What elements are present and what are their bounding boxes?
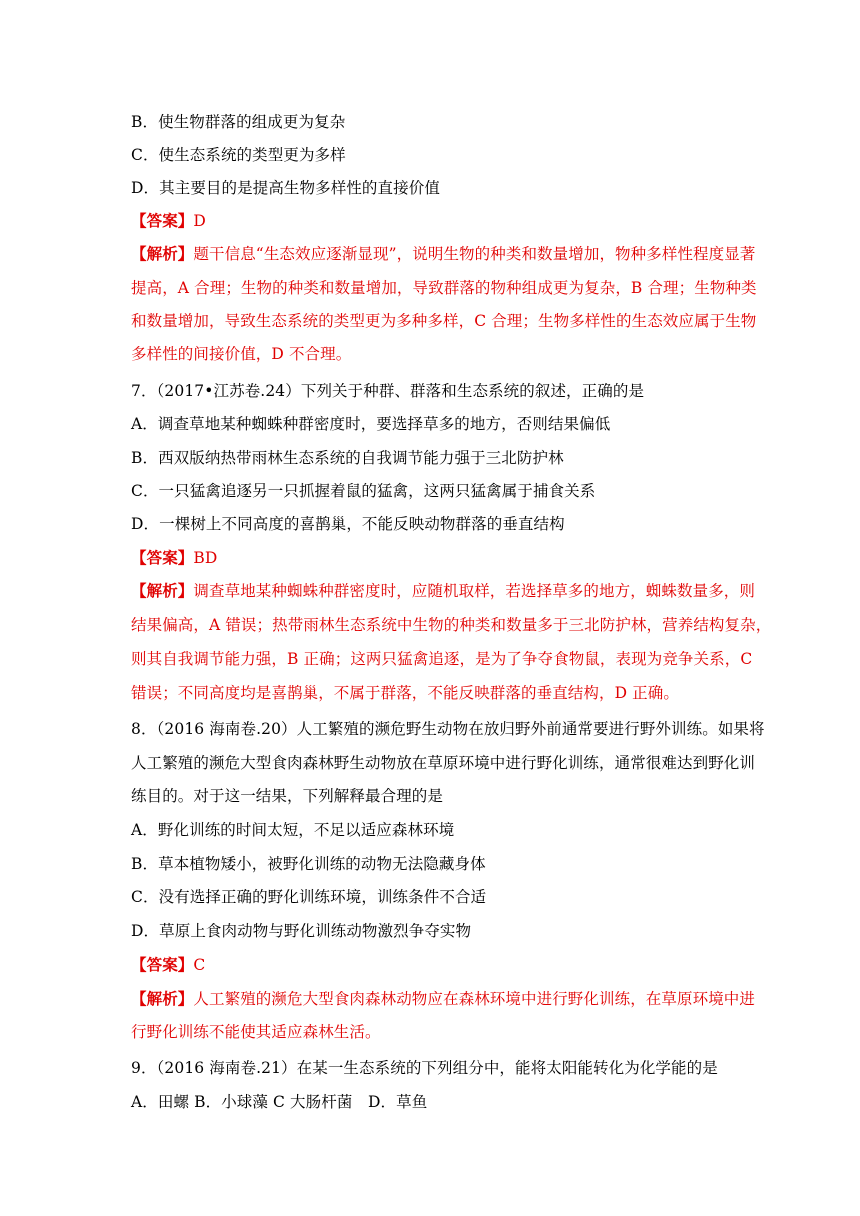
analysis-text: 调查草地某种蜘蛛种群密度时，应随机取样，若选择草多的地方，蜘蛛数量多，则 [193, 582, 756, 600]
q7-option-a: A．调查草地某种蜘蛛种群密度时，要选择草多的地方，否则结果偏低 [131, 415, 611, 433]
q6-option-c: C．使生态系统的类型更为多样 [131, 146, 346, 164]
q7-analysis-line-1 [131, 581, 755, 601]
answer-value: BD [193, 549, 218, 567]
q8-analysis-line-1 [131, 989, 755, 1009]
answer-tag: 【答案】 [131, 955, 194, 974]
q7-analysis-line-3: 则其自我调节能力强，B 正确；这两只猛禽追逐，是为了争夺食物鼠，表现为竞争关系，C [131, 650, 753, 668]
analysis-text: 题干信息“生态效应逐渐显现”，说明生物的种类和数量增加，物种多样性程度显著 [193, 245, 756, 263]
q6-analysis-line-4: 多样性的间接价值，D 不合理。 [131, 345, 352, 363]
q8-answer [131, 955, 205, 975]
q8-stem-line-1: 8．（2016 海南卷.20）人工繁殖的濒危野生动物在放归野外前通常要进行野外训练。如果将 [131, 720, 765, 738]
q6-analysis-line-1 [131, 244, 755, 264]
analysis-tag: 【解析】 [131, 989, 194, 1008]
q6-option-b: B．使生物群落的组成更为复杂 [131, 113, 346, 131]
analysis-tag: 【解析】 [131, 244, 194, 263]
q8-option-a: A．野化训练的时间太短，不足以适应森林环境 [131, 821, 455, 839]
q9-stem: 9．（2016 海南卷.21）在某一生态系统的下列组分中，能将太阳能转化为化学能的是 [131, 1059, 718, 1077]
answer-tag: 【答案】 [131, 211, 194, 230]
q6-analysis-line-2: 提高，A 合理；生物的种类和数量增加，导致群落的物种组成更为复杂，B 合理；生物种类 [131, 279, 757, 297]
answer-value: D [193, 212, 206, 230]
q7-option-d: D．一棵树上不同高度的喜鹊巢，不能反映动物群落的垂直结构 [131, 515, 565, 533]
q7-analysis-line-4: 错误；不同高度均是喜鹊巢，不属于群落，不能反映群落的垂直结构，D 正确。 [131, 684, 679, 702]
q7-answer [131, 548, 217, 568]
q6-analysis-line-3: 和数量增加，导致生态系统的类型更为多种多样，C 合理；生物多样性的生态效应属于生物 [131, 312, 757, 330]
q8-option-c: C．没有选择正确的野化训练环境，训练条件不合适 [131, 888, 487, 906]
q8-option-b: B．草本植物矮小，被野化训练的动物无法隐藏身体 [131, 855, 486, 873]
analysis-tag: 【解析】 [131, 581, 194, 600]
q6-option-d: D．其主要目的是提高生物多样性的直接价值 [131, 179, 440, 197]
q8-analysis-line-2: 行野化训练不能使其适应森林生活。 [131, 1023, 381, 1041]
q9-options: A．田螺 B．小球藻 C 大肠杆菌 D．草鱼 [131, 1093, 428, 1111]
q7-option-b: B．西双版纳热带雨林生态系统的自我调节能力强于三北防护林 [131, 449, 564, 467]
q8-option-d: D．草原上食肉动物与野化训练动物激烈争夺实物 [131, 922, 472, 940]
q8-stem-line-3: 练目的。对于这一结果，下列解释最合理的是 [131, 787, 444, 805]
q7-stem: 7．（2017•江苏卷.24）下列关于种群、群落和生态系统的叙述，正确的是 [131, 382, 645, 400]
q8-stem-line-2: 人工繁殖的濒危大型食肉森林野生动物放在草原环境中进行野化训练，通常很难达到野化训 [131, 754, 756, 772]
q7-option-c: C．一只猛禽追逐另一只抓握着鼠的猛禽，这两只猛禽属于捕食关系 [131, 482, 596, 500]
answer-tag: 【答案】 [131, 548, 194, 567]
analysis-text: 人工繁殖的濒危大型食肉森林动物应在森林环境中进行野化训练，在草原环境中进 [193, 990, 756, 1008]
q7-analysis-line-2: 结果偏高，A 错误；热带雨林生态系统中生物的种类和数量多于三北防护林，营养结构复杂， [131, 616, 772, 634]
answer-value: C [193, 956, 206, 974]
q6-answer [131, 211, 206, 231]
